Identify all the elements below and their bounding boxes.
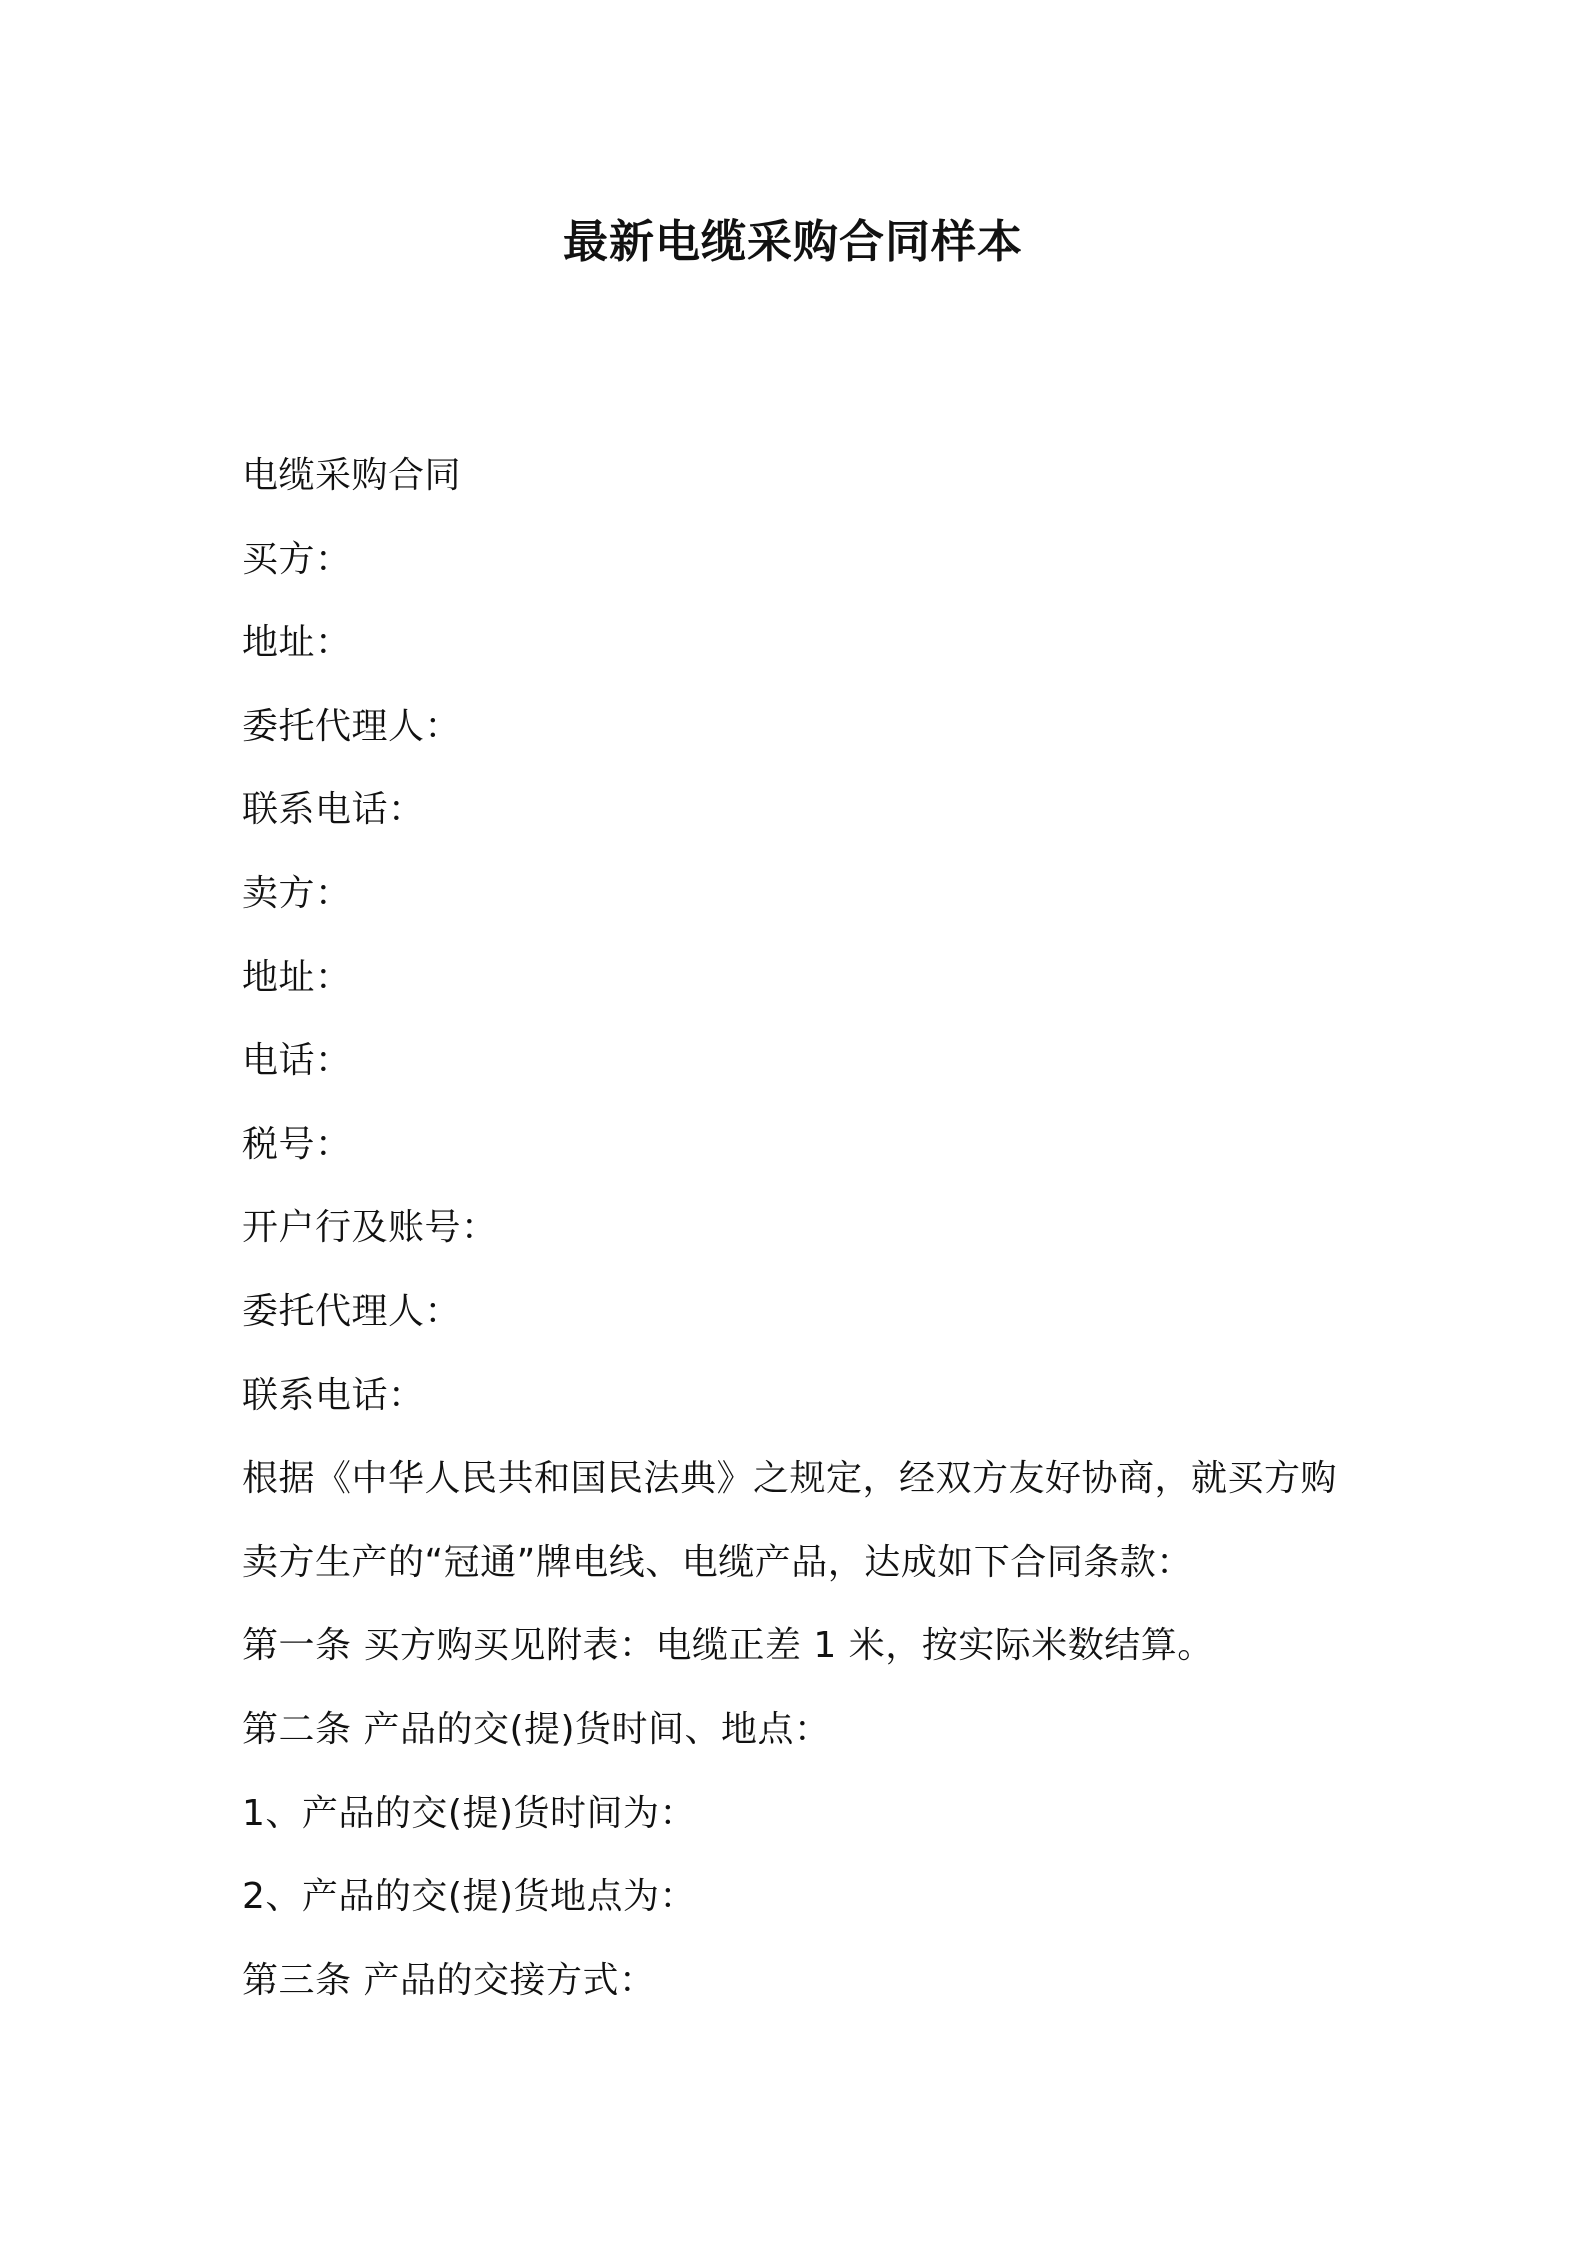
preamble-line-2: 卖方生产的“冠通”牌电线、电缆产品，达成如下合同条款： [242,1541,1193,1583]
buyer-address-field: 地址： [242,622,352,664]
seller-bank-account-field: 开户行及账号： [242,1207,498,1249]
document-body [242,446,1392,2034]
article-2-item-1: 1、产品的交(提)货时间为： [242,1792,696,1834]
seller-tax-id-field: 税号： [242,1123,352,1165]
document-title: 最新电缆采购合同样本 [562,215,1023,268]
article-1: 第一条 买方购买见附表：电缆正差 1 米，按实际米数结算。 [242,1625,1214,1667]
contract-heading: 电缆采购合同 [242,455,462,496]
seller-field: 卖方： [242,872,352,914]
seller-contact-phone-field: 联系电话： [242,1374,425,1416]
preamble-line-1: 根据《中华人民共和国民法典》之规定，经双方友好协商，就买方购 [242,1458,1338,1500]
article-2: 第二条 产品的交(提)货时间、地点： [242,1708,831,1750]
buyer-field: 买方： [242,538,352,580]
seller-agent-field: 委托代理人： [242,1290,462,1332]
buyer-phone-field: 联系电话： [242,789,425,831]
seller-phone-field: 电话： [242,1040,352,1082]
seller-address-field: 地址： [242,956,352,998]
buyer-agent-field: 委托代理人： [242,705,462,747]
article-2-item-2: 2、产品的交(提)货地点为： [242,1876,696,1918]
article-3: 第三条 产品的交接方式： [242,1959,656,2001]
